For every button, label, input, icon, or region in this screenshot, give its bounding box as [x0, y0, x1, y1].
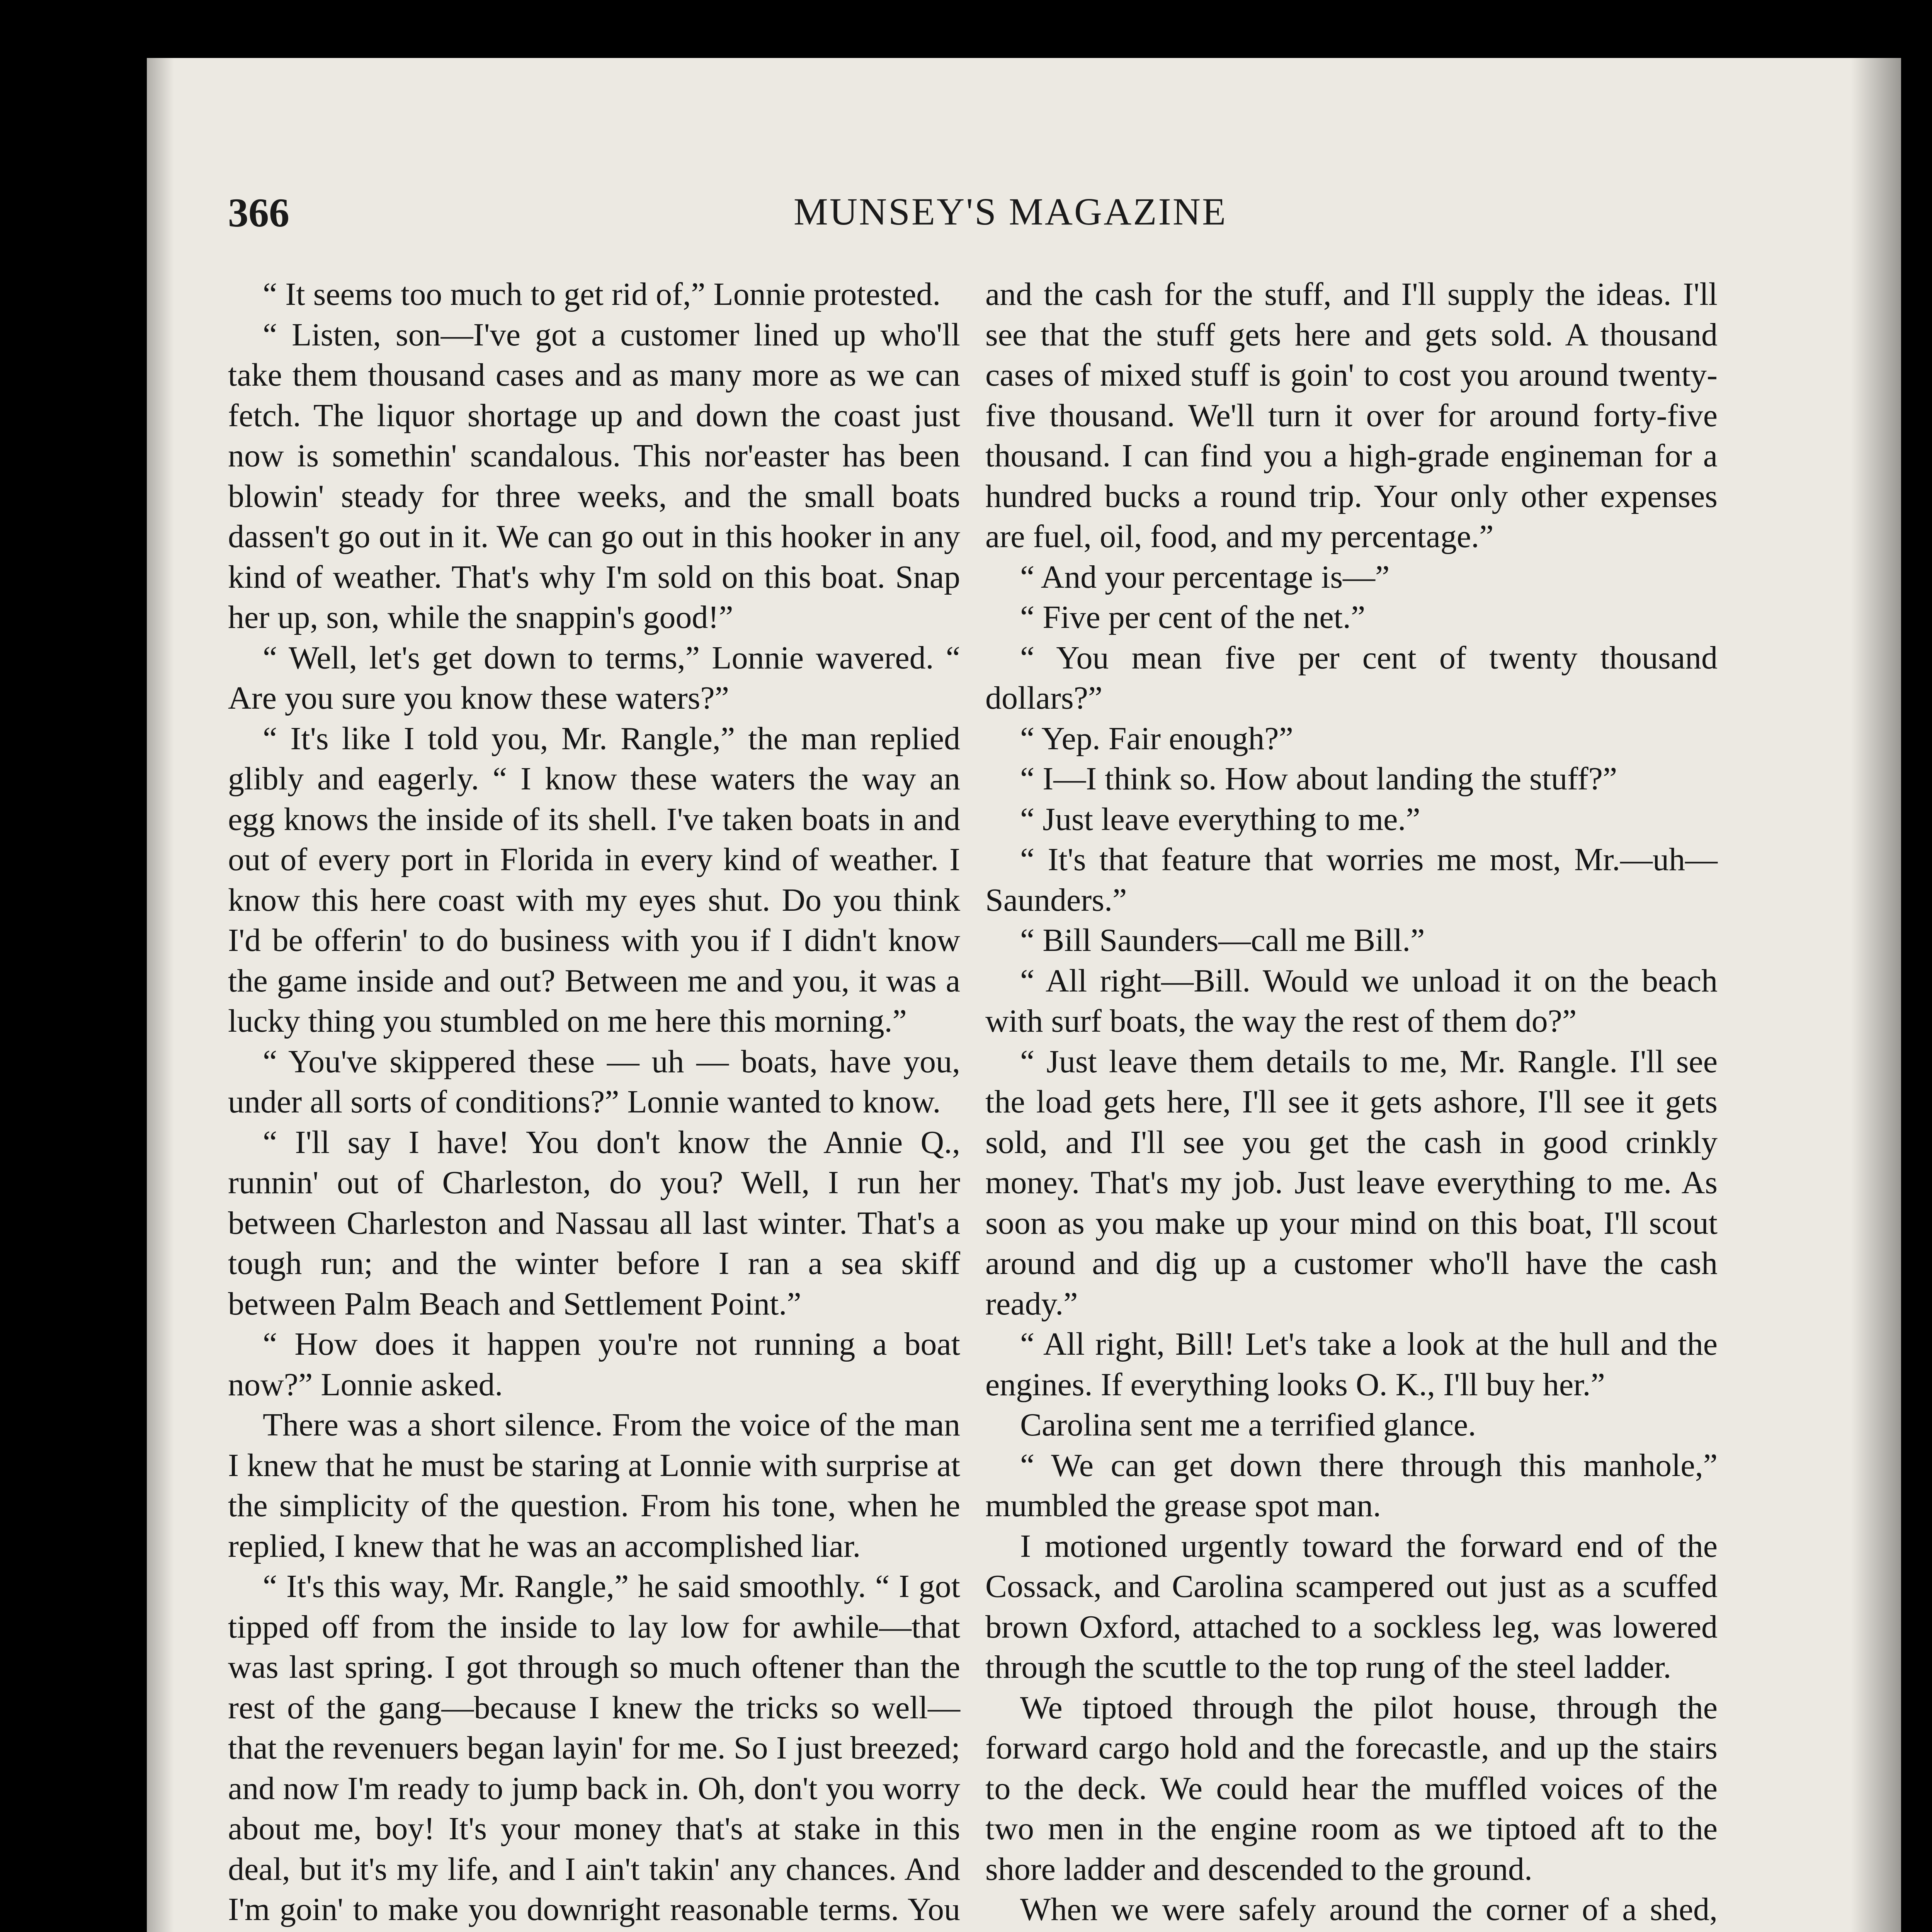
paragraph: “ It seems too much to get rid of,” Lonnie protested. [263, 276, 941, 312]
paragraph: “ All right—Bill. Would we unload it on the beach with surf boats, the way the rest of them do?” [985, 963, 1718, 1039]
paragraph: “ You mean five per cent of twenty thousand dollars?” [985, 639, 1718, 716]
paragraph: “ Yep. Fair enough?” [1020, 720, 1293, 757]
paragraph: “ All right, Bill! Let's take a look at the hull and the engines. If everything looks O. K., I'll buy her.” [985, 1326, 1718, 1403]
gutter-shadow [147, 58, 174, 1932]
paragraph: “ Listen, son—I've got a customer lined up who'll take them thousand cases and as many more as we can fetch. The liquor shortage up and down the coast just now is somethin' scandalous. This nor'easter has been blowin' steady for three weeks, and the small boats dassen't go out in it. We can go out in this hooker in any kind of weather. That's why I'm sold on this boat. Snap her up, son, while the snappin's good!” [228, 316, 960, 635]
paragraph: I motioned urgently toward the forward end of the Cossack, and Carolina scampered out just as a scuffed brown Oxford, attached to a sockless leg, was lowered through the scuttle to the top rung of the steel ladder. [985, 1528, 1718, 1685]
paragraph: “ We can get down there through this manhole,” mumbled the grease spot man. [985, 1447, 1718, 1524]
paragraph: “ Bill Saunders—call me Bill.” [1020, 922, 1425, 958]
paragraph: “ It's that feature that worries me most, Mr.—uh—Saunders.” [985, 842, 1718, 918]
right-column [985, 274, 1718, 1932]
paragraph: There was a short silence. From the voice of the man I knew that he must be staring at Lonnie with surprise at the simplicity of the question. From his tone, when he replied, I knew that he was an accomplished liar. [228, 1407, 960, 1564]
paragraph: “ It's like I told you, Mr. Rangle,” the man replied glibly and eagerly. “ I know these waters the way an egg knows the inside of its shell. I've taken boats in and out of every port in Florida in every kind of weather. I know this here coast with my eyes shut. Do you think I'd be offerin' to do business with you if I didn't know the game inside and out? Between me and you, it was a lucky thing you stumbled on me here this morning.” [228, 720, 960, 1039]
paragraph: “ Five per cent of the net.” [1020, 599, 1366, 635]
left-column [228, 274, 960, 1932]
paragraph: “ And your percentage is—” [1020, 559, 1390, 595]
paragraph-continuation: and the cash for the stuff, and I'll supply the ideas. I'll see that the stuff gets here and gets sold. A thousand cases of mixed stuff is goin' to cost you around twenty-five thousand. We'll turn it over for around forty-five thousand. I can find you a high-grade engineman for a hundred bucks a round trip. Your only other expenses are fuel, oil, food, and my percentage.” [985, 276, 1718, 554]
paragraph: When we were safely around the corner of a shed, [1020, 1891, 1718, 1927]
paragraph: Carolina sent me a terrified glance. [1020, 1407, 1476, 1443]
paragraph: “ Just leave them details to me, Mr. Rangle. I'll see the load gets here, I'll see it gets ashore, I'll see it gets sold, and I'll see you get the cash in good crinkly money. That's my job. Just leave everything to me. As soon as you make up your mind on this boat, I'll scout around and dig up a customer who'll have the cash ready.” [985, 1043, 1718, 1322]
paragraph: “ I'll say I have! You don't know the Annie Q., runnin' out of Charleston, do you? Well, I run her between Charleston and Nassau all last winter. That's a tough run; and the winter before I ran a sea skiff between Palm Beach and Settlement Point.” [228, 1124, 960, 1322]
page-header [228, 189, 1793, 247]
running-title: MUNSEY'S MAGAZINE [793, 190, 1228, 233]
paragraph: “ How does it happen you're not running a boat now?” Lonnie asked. [228, 1326, 960, 1403]
paragraph: “ Just leave everything to me.” [1020, 801, 1420, 837]
paragraph: “ It's this way, Mr. Rangle,” he said smoothly. “ I got tipped off from the inside to lay low for awhile—that was last spring. I got through so much oftener than the rest of the gang—because I knew the tricks so well—that the revenuers began layin' for me. So I just breezed; and now I'm ready to jump back in. Oh, don't you worry about me, boy! It's your money that's at stake in this deal, but it's my life, and I ain't takin' any chances. And I'm goin' to make you downright reasonable terms. You [228, 1568, 960, 1927]
paragraph: “ You've skippered these — uh — boats, have you, under all sorts of conditions?” Lonnie wanted to know. [228, 1043, 960, 1120]
paragraph: “ I—I think so. How about landing the stuff?” [1020, 761, 1617, 797]
page-number: 366 [228, 190, 289, 235]
paragraph: We tiptoed through the pilot house, through the forward cargo hold and the forecastle, and up the stairs to the deck. We could hear the muffled voices of the two men in the engine room as we tiptoed aft to the shore ladder and descended to the ground. [985, 1689, 1718, 1887]
paragraph: “ Well, let's get down to terms,” Lonnie wavered. “ Are you sure you know these waters?” [228, 639, 960, 716]
magazine-page [147, 58, 1901, 1932]
